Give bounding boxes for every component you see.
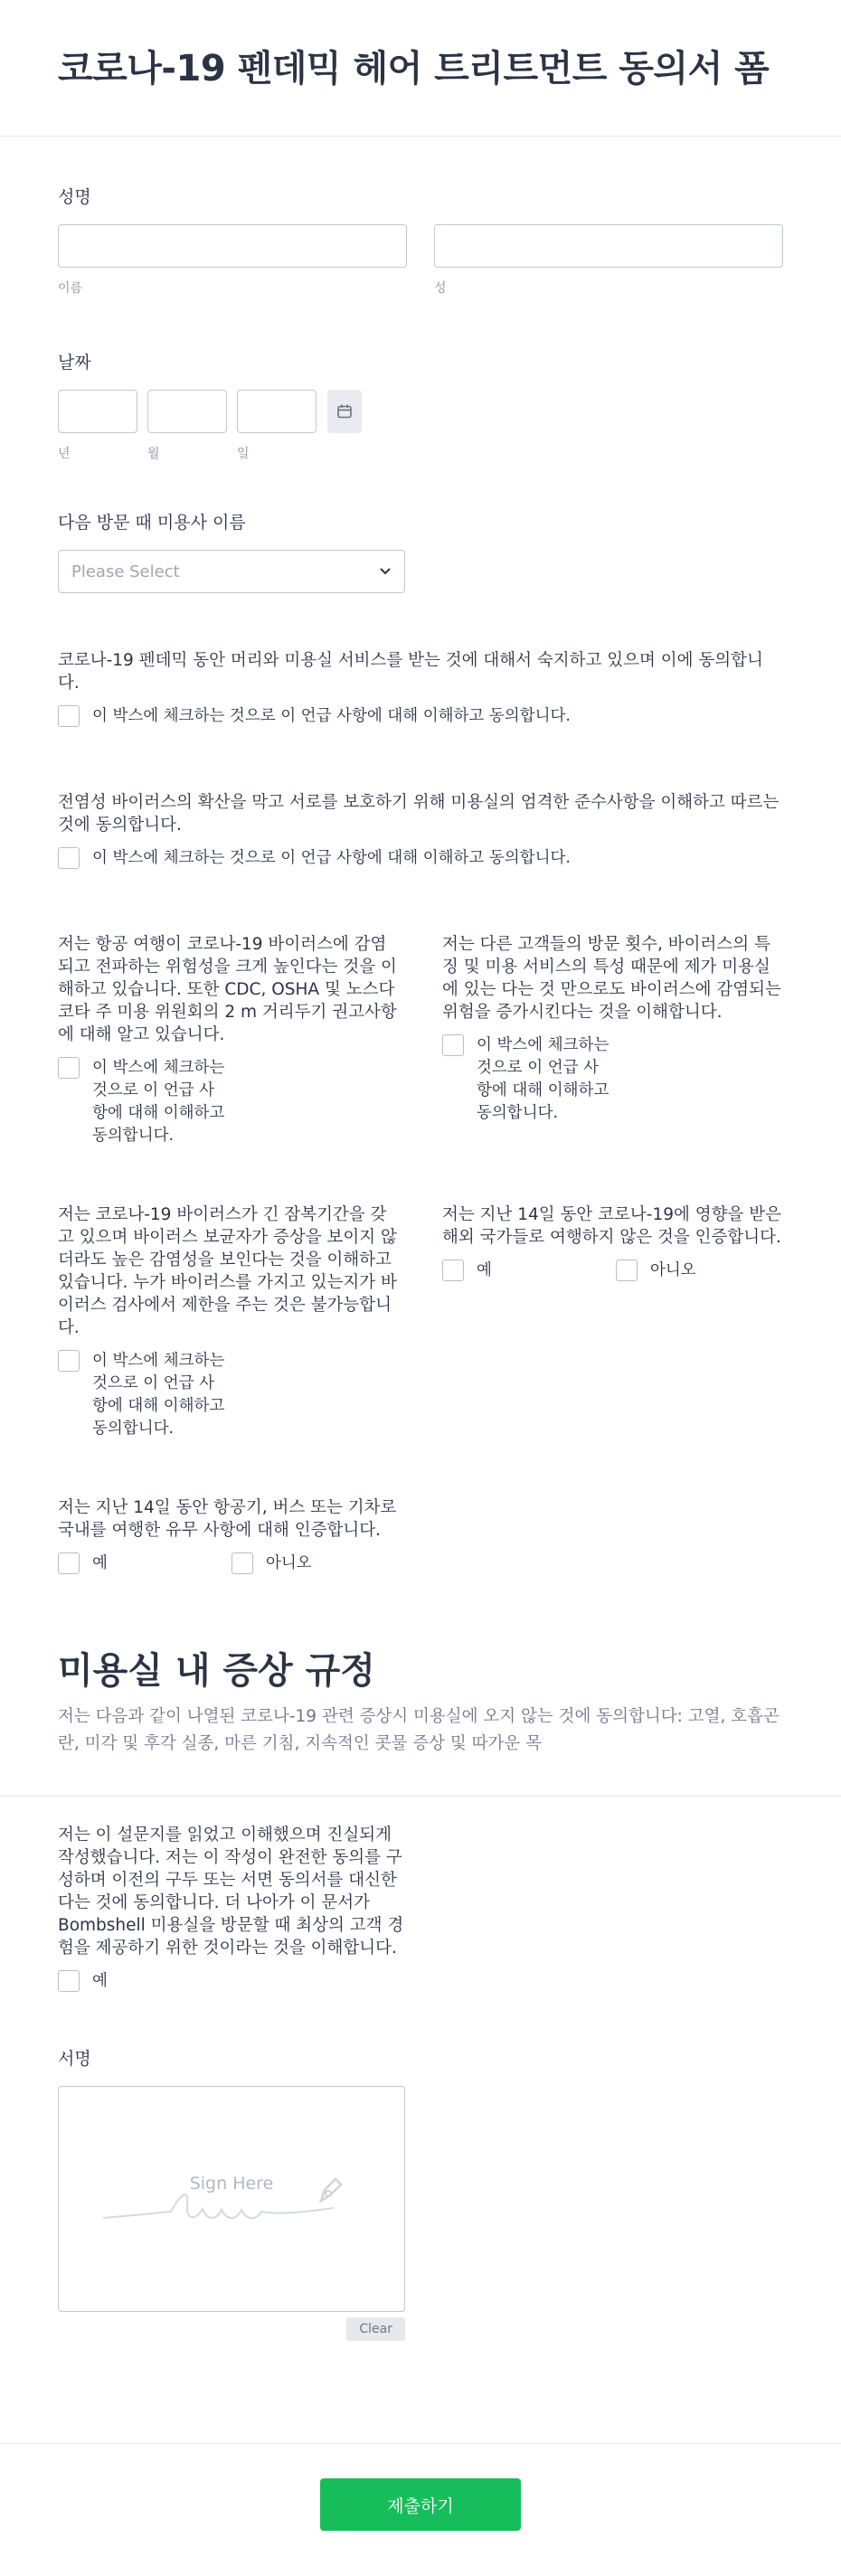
- signature-field: [0, 2045, 841, 2341]
- month-sublabel: 월: [147, 447, 160, 461]
- consent-q4-check-label: 이 박스에 체크하는 것으로 이 언급 사항에 대해 이해하고 동의합니다.: [477, 1036, 609, 1122]
- last-name-input[interactable]: [434, 224, 783, 268]
- name-label: 성명: [58, 187, 91, 207]
- consent-row-2: [0, 1203, 841, 1440]
- consent-q7-no-label: 아니오: [266, 1554, 312, 1572]
- signature-label: 서명: [58, 2049, 91, 2069]
- signature-placeholder: Sign Here: [189, 2174, 274, 2194]
- consent-q8-yes-checkbox[interactable]: [58, 1970, 80, 1992]
- consent-q1-checkbox[interactable]: [58, 705, 80, 727]
- name-field: [0, 184, 841, 297]
- year-input[interactable]: [58, 390, 137, 433]
- consent-q7-yes-checkbox[interactable]: [58, 1552, 80, 1574]
- consent-q2-text: 전염성 바이러스의 확산을 막고 서로를 보호하기 위해 미용실의 엄격한 준수사항을 이해하고 따르는 것에 동의합니다.: [58, 793, 780, 835]
- chevron-down-icon: [379, 567, 392, 576]
- consent-q3-checkbox[interactable]: [58, 1057, 80, 1079]
- consent-q4-checkbox[interactable]: [442, 1034, 464, 1056]
- stylist-label: 다음 방문 때 미용사 이름: [58, 513, 246, 533]
- consent-q8: [0, 1824, 841, 1993]
- consent-q2-checkbox[interactable]: [58, 847, 80, 869]
- date-field: [0, 349, 841, 462]
- consent-q6-no-label: 아니오: [650, 1261, 696, 1279]
- consent-q7-text: 저는 지난 14일 동안 항공기, 버스 또는 기차로 국내를 여행한 유무 사항에 대해 인증합니다.: [58, 1498, 397, 1540]
- year-sublabel: 년: [58, 447, 71, 461]
- consent-q7: [0, 1496, 841, 1575]
- consent-q1-text: 코로나-19 펜데믹 동안 머리와 미용실 서비스를 받는 것에 대해서 숙지하고 있으며 이에 동의합니다.: [58, 651, 763, 693]
- symptoms-description: 저는 다음과 같이 나열된 코로나-19 관련 증상시 미용실에 오지 않는 것에 동의합니다: 고열, 호흡곤란, 미각 및 후각 실종, 마른 기침, 지속적인 콧물 증상 및 따가운 목: [58, 1707, 780, 1753]
- calendar-button[interactable]: [327, 390, 362, 433]
- pen-icon: [312, 2170, 348, 2206]
- consent-q3-text: 저는 항공 여행이 코로나-19 바이러스에 감염되고 전파하는 위험성을 크게 높인다는 것을 이해하고 있습니다. 또한 CDC, OSHA 및 노스다코타 주 미용 위원회의 2 m 거리두기 권고사항에 대해 알고 있습니다.: [58, 935, 397, 1044]
- consent-q2: [0, 791, 841, 870]
- calendar-icon: [336, 403, 353, 420]
- consent-q3-check-label: 이 박스에 체크하는 것으로 이 언급 사항에 대해 이해하고 동의합니다.: [92, 1059, 225, 1145]
- month-input[interactable]: [147, 390, 227, 433]
- form-title: 코로나-19 펜데믹 헤어 트리트먼트 동의서 폼: [58, 48, 770, 90]
- consent-q6-no-checkbox[interactable]: [616, 1260, 638, 1281]
- consent-q7-yes-label: 예: [92, 1554, 108, 1572]
- consent-q6: [442, 1203, 783, 1282]
- consent-q5-text: 저는 코로나-19 바이러스가 긴 잠복기간을 갖고 있으며 바이러스 보균자가 증상을 보이지 않더라도 높은 감염성을 보인다는 것을 이해하고 있습니다. 누가 바이러스를 가지고 있는지가 바이러스 검사에서 제한을 주는 것은 불가능합니다.: [58, 1205, 397, 1337]
- form-footer: [0, 2443, 841, 2531]
- consent-q5-checkbox[interactable]: [58, 1350, 80, 1372]
- consent-q6-yes-checkbox[interactable]: [442, 1260, 464, 1281]
- consent-q2-check-label: 이 박스에 체크하는 것으로 이 언급 사항에 대해 이해하고 동의합니다.: [92, 849, 571, 867]
- consent-q8-yes-label: 예: [92, 1972, 108, 1990]
- consent-q4: [442, 933, 783, 1125]
- last-name-sublabel: 성: [434, 281, 447, 296]
- consent-q1-check-label: 이 박스에 체크하는 것으로 이 언급 사항에 대해 이해하고 동의합니다.: [92, 707, 571, 725]
- consent-q6-text: 저는 지난 14일 동안 코로나-19에 영향을 받은 해외 국가들로 여행하지 않은 것을 인증합니다.: [442, 1205, 781, 1247]
- symptoms-heading: 미용실 내 증상 규정: [58, 1650, 375, 1692]
- form-header: [0, 0, 841, 137]
- consent-row-1: [0, 933, 841, 1147]
- stylist-select[interactable]: [58, 550, 405, 593]
- consent-q1: [0, 649, 841, 728]
- signature-pad[interactable]: [58, 2086, 405, 2312]
- date-label: 날짜: [58, 353, 91, 373]
- consent-q4-text: 저는 다른 고객들의 방문 횟수, 바이러스의 특징 및 미용 서비스의 특성 때문에 제가 미용실에 있는 다는 것 만으로도 바이러스에 감염되는 위험을 증가시킨다는 것을 이해합니다.: [442, 935, 781, 1022]
- stylist-select-value: Please Select: [71, 561, 180, 581]
- consent-q5-check-label: 이 박스에 체크하는 것으로 이 언급 사항에 대해 이해하고 동의합니다.: [92, 1352, 225, 1438]
- consent-q6-yes-label: 예: [477, 1261, 492, 1279]
- first-name-input[interactable]: [58, 224, 407, 268]
- consent-q3: [58, 933, 399, 1147]
- stylist-field: [0, 509, 841, 593]
- day-sublabel: 일: [237, 447, 250, 461]
- symptoms-section: [0, 1647, 841, 1797]
- signature-clear-button[interactable]: Clear: [346, 2317, 405, 2341]
- submit-button[interactable]: 제출하기: [320, 2478, 521, 2531]
- consent-q8-text: 저는 이 설문지를 읽었고 이해했으며 진실되게 작성했습니다. 저는 이 작성이 완전한 동의를 구성하며 이전의 구두 또는 서면 동의서를 대신한다는 것에 동의합니다. 더 나아가 이 문서가 Bombshell 미용실을 방문할 때 최상의 고객 경험을 제공하기 위한 것이라는 것을 이해합니다.: [58, 1826, 404, 1958]
- consent-q5: [58, 1203, 399, 1440]
- day-input[interactable]: [237, 390, 317, 433]
- first-name-sublabel: 이름: [58, 281, 83, 296]
- consent-q7-no-checkbox[interactable]: [232, 1552, 253, 1574]
